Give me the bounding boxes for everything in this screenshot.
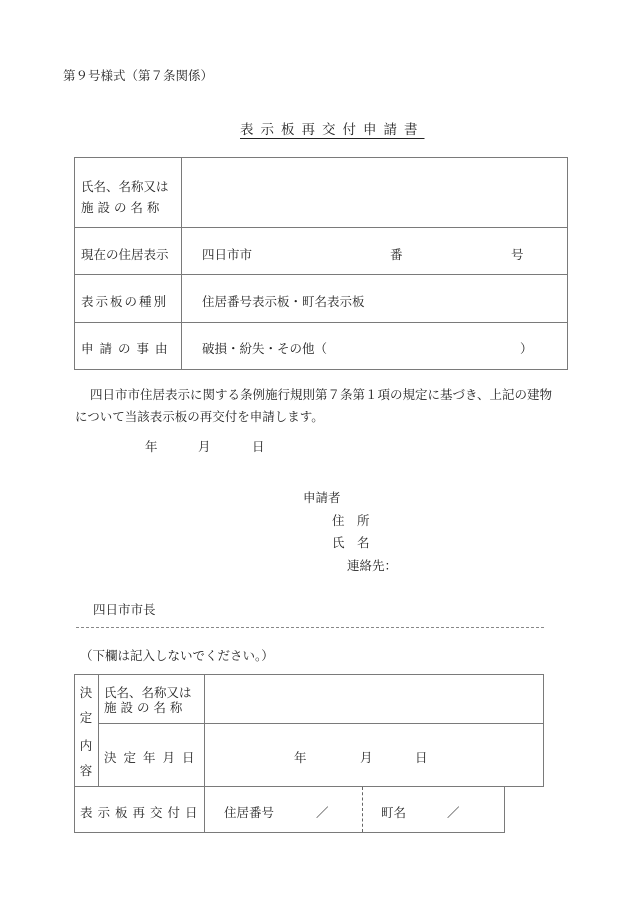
board-type-value[interactable]: 住居番号表示板・町名表示板 [202, 294, 365, 309]
board-type-label: 表示板の種別 [81, 294, 169, 309]
form-number: 第９号様式（第７条関係） [63, 68, 214, 83]
name-label-line2: 施 設 の 名 称 [81, 200, 160, 215]
t2-name-label-line1: 氏名、名称又は [104, 685, 192, 700]
reissue-date-label: 表示板再交付日 [80, 805, 203, 820]
name-label-line1: 氏名、名称又は [81, 179, 169, 194]
address-label: 現在の住居表示 [81, 247, 169, 262]
body-text-line1: 四日市市住居表示に関する条例施行規則第７条第１項の規定に基づき、上記の建物 [90, 387, 553, 402]
address-go: 号 [511, 247, 524, 262]
decision-day: 日 [415, 750, 428, 765]
cut-line [76, 627, 544, 628]
applicant-name-label: 氏 名 [332, 535, 370, 550]
name-field[interactable] [192, 185, 552, 207]
date-day: 日 [252, 439, 265, 454]
addressee: 四日市市長 [93, 602, 156, 617]
town-slash: ／ [447, 805, 460, 820]
address-ban: 番 [390, 247, 403, 262]
reason-value[interactable]: 破損・紛失・その他（ [202, 341, 328, 356]
side-label-4: 容 [79, 763, 93, 778]
date-month: 月 [198, 439, 211, 454]
town-label: 町名 [381, 805, 407, 820]
side-label-3: 内 [79, 738, 93, 753]
body-text-line2: について当該表示板の再交付を申請します。 [75, 409, 324, 424]
decision-year: 年 [294, 750, 307, 765]
applicant-address-label: 住 所 [332, 513, 370, 528]
reason-label: 申請の事由 [81, 341, 174, 356]
address-city: 四日市市 [202, 247, 253, 262]
page-title: 表示板再交付申請書 [240, 122, 425, 138]
applicant-contact-label: 連絡先： [347, 558, 398, 573]
reason-close-paren: ） [520, 341, 533, 356]
side-label-2: 定 [79, 710, 93, 725]
decision-date-label: 決定年月日 [104, 750, 202, 765]
t2-name-label-line2: 施 設 の 名 称 [104, 700, 183, 715]
dashed-divider [362, 787, 363, 832]
decision-month: 月 [360, 750, 373, 765]
applicant-heading: 申請者 [303, 490, 341, 505]
house-number-label: 住居番号 [224, 805, 275, 820]
side-label-1: 決 [79, 685, 93, 700]
date-year: 年 [145, 439, 158, 454]
office-use-note: （下欄は記入しないでください。） [80, 648, 274, 663]
house-number-slash: ／ [316, 805, 329, 820]
